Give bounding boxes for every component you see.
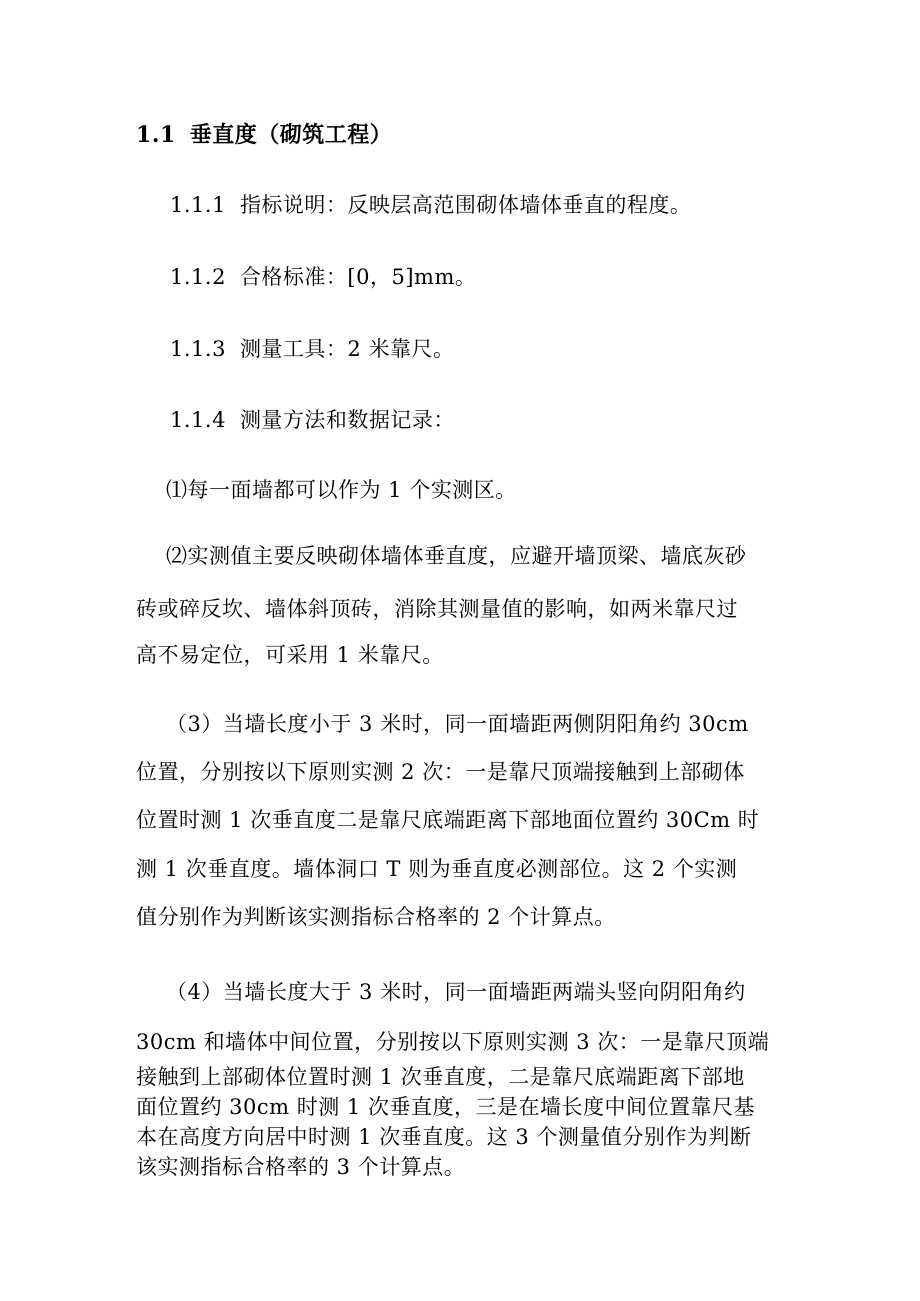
subsection-number: 1.1.2 [170, 265, 226, 289]
paragraph-item-3-line-5: 值分别作为判断该实测指标合格率的 2 个计算点。 [136, 905, 616, 929]
subsection-text: 测量方法和数据记录： [239, 408, 455, 432]
subsection-1-1-3 [170, 337, 454, 362]
subsection-1-1-2 [170, 265, 476, 290]
subsection-text: 测量工具：2 米靠尺。 [239, 337, 455, 361]
paragraph-item-4-line-5: 本在高度方向居中时测 1 次垂直度。这 3 个测量值分别作为判断 [136, 1125, 752, 1149]
paragraph-item-4-line-4: 面位置约 30cm 时测 1 次垂直度，三是在墙长度中间位置靠尺基 [136, 1095, 755, 1119]
paragraph-item-3-line-4: 测 1 次垂直度。墙体洞口 T 则为垂直度必测部位。这 2 个实测 [136, 857, 738, 881]
paragraph-item-3-line-1: （3）当墙长度小于 3 米时，同一面墙距两侧阴阳角约 30cm [166, 712, 749, 736]
subsection-1-1-4 [170, 408, 455, 433]
paragraph-item-4-line-6: 该实测指标合格率的 3 个计算点。 [136, 1155, 466, 1179]
subsection-1-1-1 [170, 193, 691, 218]
section-title: 垂直度（砌筑工程） [189, 122, 393, 148]
subsection-number: 1.1.4 [170, 408, 226, 432]
paragraph-item-3-line-2: 位置，分别按以下原则实测 2 次：一是靠尺顶端接触到上部砌体 [136, 760, 745, 784]
paragraph-item-4-line-2: 30cm 和墙体中间位置，分别按以下原则实测 3 次：一是靠尺顶端 [136, 1030, 770, 1054]
subsection-text: 合格标准：[0，5]mm。 [239, 265, 477, 289]
paragraph-item-2-line-1: ⑵实测值主要反映砌体墙体垂直度，应避开墙顶梁、墙底灰砂 [166, 544, 747, 568]
paragraph-item-4-line-1: （4）当墙长度大于 3 米时，同一面墙距两端头竖向阴阳角约 [166, 980, 746, 1004]
subsection-number: 1.1.3 [170, 337, 226, 361]
section-number: 1.1 [136, 122, 176, 148]
paragraph-item-3-line-3: 位置时测 1 次垂直度二是靠尺底端距离下部地面位置约 30Cm 时 [136, 808, 760, 832]
paragraph-item-2-line-3: 高不易定位，可采用 1 米靠尺。 [136, 643, 444, 667]
paragraph-item-1: ⑴每一面墙都可以作为 1 个实测区。 [166, 478, 517, 502]
paragraph-item-4-line-3: 接触到上部砌体位置时测 1 次垂直度，二是靠尺底端距离下部地 [136, 1065, 745, 1089]
subsection-text: 指标说明：反映层高范围砌体墙体垂直的程度。 [239, 193, 692, 217]
subsection-number: 1.1.1 [170, 193, 226, 217]
paragraph-item-2-line-2: 砖或碎反坎、墙体斜顶砖，消除其测量值的影响，如两米靠尺过 [136, 597, 738, 621]
section-heading [136, 122, 392, 148]
